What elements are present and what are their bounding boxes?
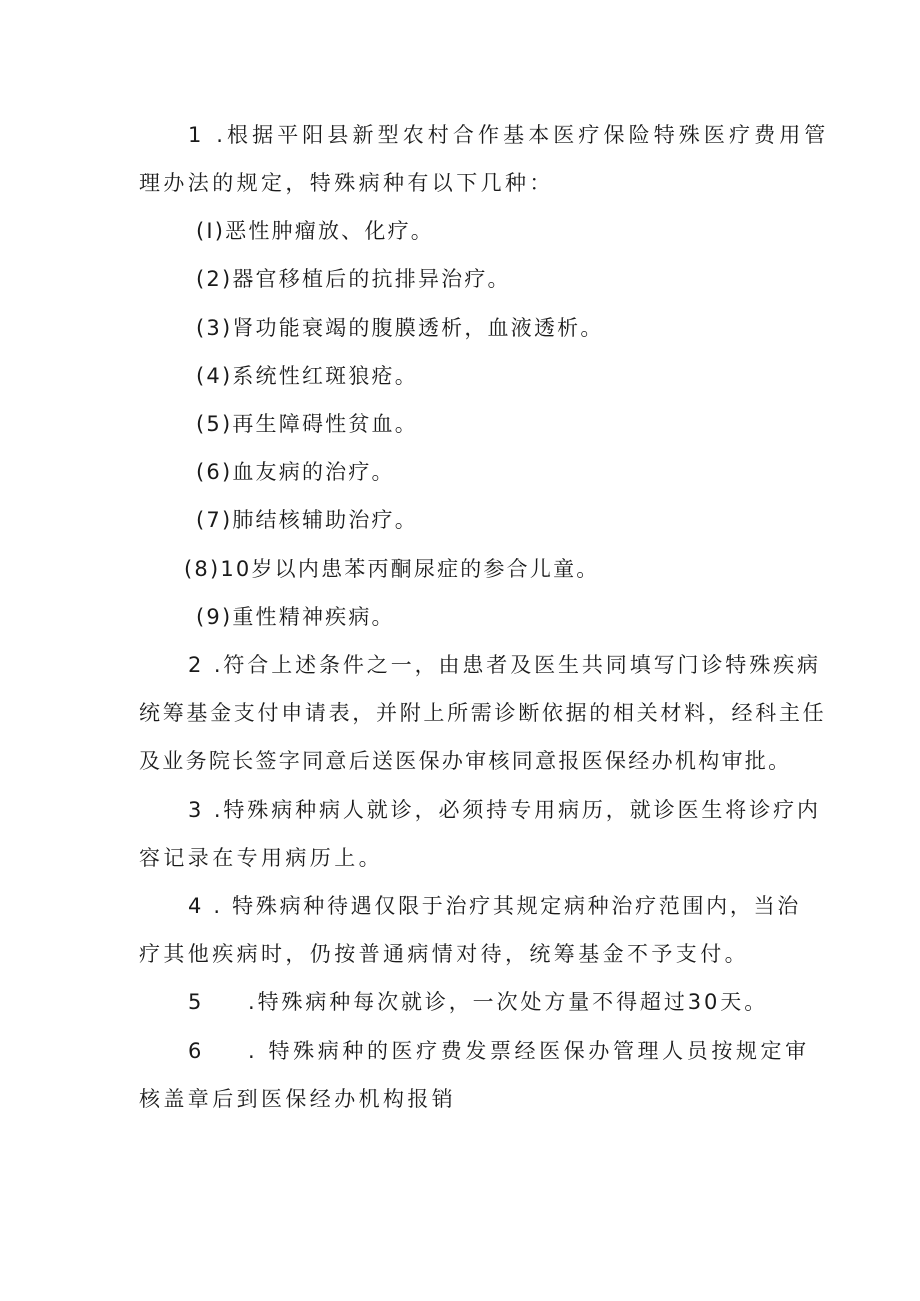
paragraph-5-text: .特殊病种每次就诊，一次处方量不得超过30天。 bbox=[248, 990, 769, 1014]
paragraph-5-number: 5 bbox=[188, 990, 204, 1014]
paragraph-2-line-3: 及业务院长签字同意后送医保办审核同意报医保经办机构审批。 bbox=[139, 749, 792, 773]
list-item-3: (3)肾功能衰竭的腹膜透析，血液透析。 bbox=[196, 316, 604, 340]
paragraph-2-line-2: 统筹基金支付申请表，并附上所需诊断依据的相关材料，经科主任 bbox=[139, 701, 827, 725]
list-item-1: (I)恶性肿瘤放、化疗。 bbox=[196, 219, 434, 243]
paragraph-6-line-1: . 特殊病种的医疗费发票经医保办管理人员按规定审 bbox=[248, 1039, 810, 1063]
paragraph-6-number: 6 bbox=[188, 1039, 204, 1063]
paragraph-2-line-1: 2 .符合上述条件之一，由患者及医生共同填写门诊特殊疾病 bbox=[188, 653, 821, 677]
list-item-9: (9)重性精神疾病。 bbox=[196, 605, 395, 629]
list-item-6: (6)血友病的治疗。 bbox=[196, 460, 395, 484]
list-item-7: (7)肺结核辅助治疗。 bbox=[196, 508, 418, 532]
paragraph-4-line-1: 4 . 特殊病种待遇仅限于治疗其规定病种治疗范围内，当治 bbox=[188, 894, 801, 918]
paragraph-1-line-1: 1 .根据平阳县新型农村合作基本医疗保险特殊医疗费用管 bbox=[188, 123, 830, 147]
paragraph-3-line-1: 3 .特殊病种病人就诊，必须持专用病历，就诊医生将诊疗内 bbox=[188, 798, 821, 822]
list-item-5: (5)再生障碍性贫血。 bbox=[196, 412, 418, 436]
list-item-2: (2)器官移植后的抗排异治疗。 bbox=[196, 267, 511, 291]
paragraph-3-line-2: 容记录在专用病历上。 bbox=[139, 846, 383, 870]
list-item-4: (4)系统性红斑狼疮。 bbox=[196, 364, 418, 388]
list-item-8: (8)10岁以内患苯丙酮尿症的参合儿童。 bbox=[184, 557, 600, 581]
paragraph-6-line-2: 核盖章后到医保经办机构报销 bbox=[139, 1087, 457, 1111]
paragraph-1-line-2: 理办法的规定，特殊病种有以下几种： bbox=[139, 171, 554, 195]
paragraph-4-line-2: 疗其他疾病时，仍按普通病情对待，统筹基金不予支付。 bbox=[139, 942, 749, 966]
